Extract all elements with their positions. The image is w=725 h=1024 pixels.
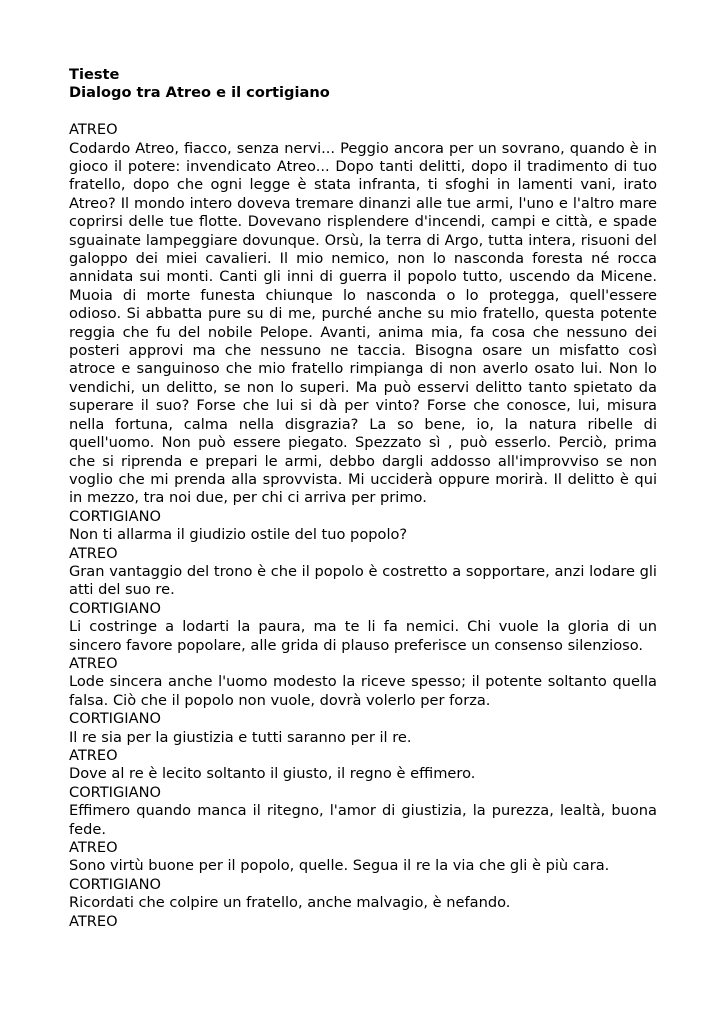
speech-text: Li costringe a lodarti la paura, ma te li fa nemici. Chi vuole la gloria di un sincero favore popolare, alle grida di plauso preferisce un consenso silenzioso. bbox=[69, 618, 657, 654]
speaker-name: ATREO bbox=[69, 654, 118, 672]
speaker-name: CORTIGIANO bbox=[69, 875, 161, 893]
speech-text: Ricordati che colpire un fratello, anche malvagio, è nefando. bbox=[69, 894, 511, 912]
speaker-name: ATREO bbox=[69, 747, 118, 765]
speaker-name: CORTIGIANO bbox=[69, 599, 161, 617]
speech-text: Non ti allarma il giudizio ostile del tuo popolo? bbox=[69, 526, 408, 544]
speaker-name: CORTIGIANO bbox=[69, 507, 161, 525]
speech-text: Gran vantaggio del trono è che il popolo è costretto a sopportare, anzi lodare gli atti del suo re. bbox=[69, 562, 657, 599]
speech-text: Dove al re è lecito soltanto il giusto, il regno è effimero. bbox=[69, 765, 476, 783]
speech-text: Codardo Atreo, fiacco, senza nervi... Peggio ancora per un sovrano, quando è in gioco il potere: invendicato Atreo... Dopo tanti delitti, dopo il tradimento di tuo fratello, dopo che ogni legge è stata infranta, ti sfoghi in lamenti vani, irato Atreo? Il mondo intero doveva tremare dinanzi alle tue armi, l'uno e l'altro mare coprirsi delle tue flotte. Dovevano risplendere d'incendi, campi e città, e spade sguainate lampeggiare dovunque. Orsù, la terra di Argo, tutta intera, risuoni del galoppo dei miei cavalieri. Il mio nemico, non lo nasconda foresta né rocca annidata sui monti. Canti gli inni di guerra il popolo tutto, uscendo da Micene. Muoia di morte funesta chiunque lo nasconda o lo protegga, quell'essere odioso. Si abbatta pure su di me, purché anche su mio fratello, questa potente reggia che fu del nobile Pelope. Avanti, anima mia, fa cosa che nessuno dei posteri approvi ma che nessuno ne taccia. Bisogna osare un misfatto così atroce e sanguinoso che mio fratello rimpianga di non averlo osato lui. Non lo vendichi, un delitto, se non lo superi. Ma può esservi delitto tanto spietato da superare il suo? Forse che lui si dà per vinto? Forse che conosce, lui, misura nella fortuna, calma nella disgrazia? La so bene, io, la natura ribelle di quell'uomo. Non può essere piegato. Spezzato sì , può esserlo. Perciò, prima che si riprenda e prepari le armi, debbo dargli addosso all'improvviso se non voglio che mi prenda alla sprovvista. Mi ucciderà oppure morirà. Il delitto è qui in mezzo, tra noi due, per chi ci arriva per primo. bbox=[69, 139, 657, 507]
document-page bbox=[69, 66, 657, 931]
dialogue bbox=[69, 121, 657, 931]
speech-text: Il re sia per la giustizia e tutti saranno per il re. bbox=[69, 728, 412, 746]
document-subtitle: Dialogo tra Atreo e il cortigiano bbox=[69, 84, 330, 102]
speaker-name: ATREO bbox=[69, 839, 118, 857]
speech-text: Effimero quando manca il ritegno, l'amor di giustizia, la purezza, lealtà, buona fede. bbox=[69, 802, 657, 838]
speech-text: Lode sincera anche l'uomo modesto la riceve spesso; il potente soltanto quella falsa. Ciò che il popolo non vuole, dovrà volerlo per forza. bbox=[69, 673, 657, 709]
speaker-name: ATREO bbox=[69, 121, 118, 139]
speaker-name: CORTIGIANO bbox=[69, 710, 161, 728]
document-title: Tieste bbox=[69, 66, 120, 83]
speaker-name: ATREO bbox=[69, 544, 118, 562]
speech-text: Sono virtù buone per il popolo, quelle. Segua il re la via che gli è più cara. bbox=[69, 857, 610, 875]
speaker-name: ATREO bbox=[69, 912, 118, 930]
speaker-name: CORTIGIANO bbox=[69, 783, 161, 801]
title-spacer bbox=[69, 103, 657, 121]
